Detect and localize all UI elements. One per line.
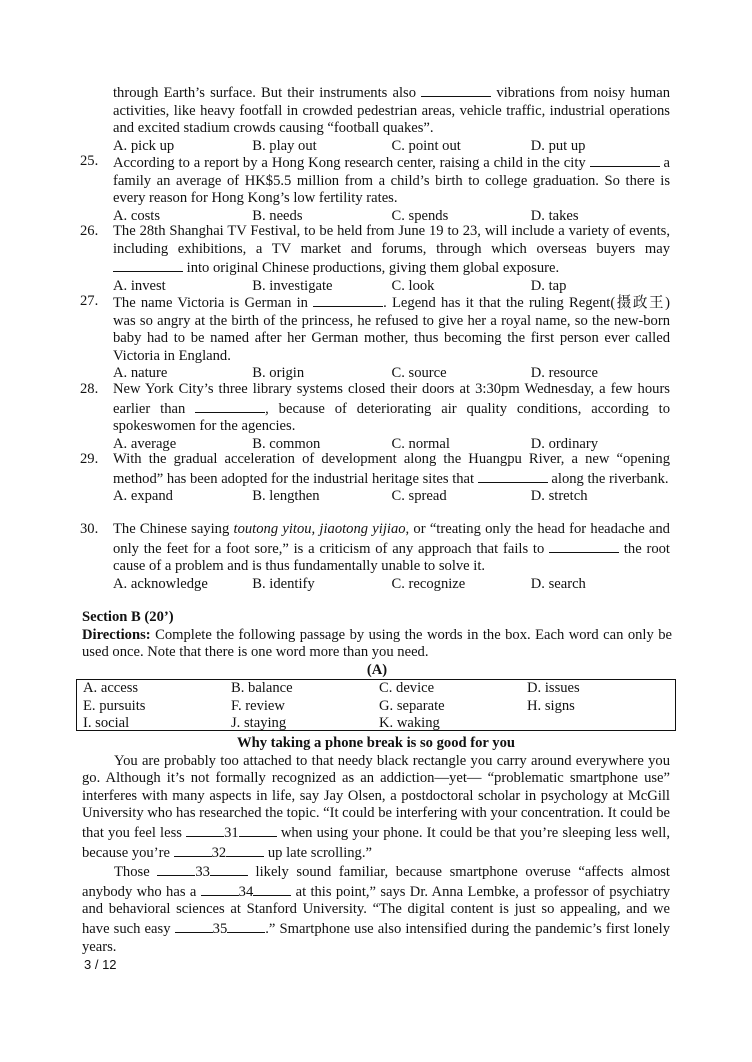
word-option: K. waking (379, 715, 440, 732)
question-27-text: The name Victoria is German in . Legend has it that the ruling Regent(摄政王) was so angry at the birth of the princess, he refused to give her a royal name, so the new-born baby had to be named after her German mother, thus becoming the first person ever called Victoria in England. (113, 295, 670, 364)
question-24-text: through Earth’s surface. But their instruments also vibrations from noisy human activities, like heavy footfall in crowded pedestrian areas, vehicle traffic, industrial operations and excited stadium crowds causing “football quakes”. (113, 85, 671, 137)
option-a: A. average (113, 435, 177, 452)
blank-31[interactable] (186, 823, 224, 837)
option-d: D. stretch (530, 488, 588, 505)
answer-blank[interactable] (195, 399, 265, 413)
answer-blank[interactable] (590, 153, 660, 167)
question-26 (80, 223, 670, 295)
option-a: A. acknowledge (113, 575, 208, 592)
question-29 (80, 451, 670, 506)
word-option: B. balance (231, 680, 293, 696)
option-a: A. pick up (113, 137, 175, 154)
question-number: 29. (80, 451, 99, 467)
option-b: B. needs (252, 207, 303, 224)
option-d: D. takes (530, 207, 579, 224)
question-30-options (113, 576, 670, 594)
word-option: J. staying (231, 715, 287, 732)
option-c: C. source (391, 365, 447, 382)
option-a: A. nature (113, 365, 168, 382)
question-number: 28. (80, 381, 99, 397)
word-box-row (77, 715, 675, 733)
option-c: C. spends (391, 207, 449, 224)
option-c: C. normal (391, 435, 450, 452)
option-d: D. ordinary (530, 435, 599, 452)
option-d: D. tap (530, 277, 567, 294)
word-option: G. separate (379, 697, 445, 714)
blank-33-tail (210, 862, 248, 876)
question-27 (80, 293, 670, 383)
option-b: B. identify (252, 575, 315, 592)
blank-34-tail (253, 882, 291, 896)
part-label: (A) (366, 661, 388, 678)
question-30-text: The Chinese saying toutong yitou, jiaotong yijiao, or “treating only the head for headache and only the feet for a foot sore,” is a criticism of any approach that fails to the root cause of a problem and is thus fundamentally unable to solve it. (113, 521, 670, 575)
question-number: 27. (80, 293, 99, 309)
passage-paragraph-1: You are probably too attached to that needy black rectangle you carry around everywhere you go. Although it’s not formally recognized as an addiction—yet— “problematic smartphone use” interferes with many aspects in life, say Jay Olsen, a postdoctoral scholar in psychology at McGill University who has researched the topic. “It could be interfering with your concentration. It could be that you feel less 31 when using your phone. It could be that you’re sleeping less well, because you’re 32 up late scrolling.” (82, 752, 671, 861)
word-option: I. social (83, 715, 130, 732)
blank-35[interactable] (175, 919, 213, 933)
option-b: B. lengthen (252, 488, 320, 505)
word-box (76, 679, 676, 731)
word-option (527, 715, 675, 733)
answer-blank[interactable] (421, 83, 491, 97)
option-b: B. common (252, 435, 321, 452)
passage (82, 735, 670, 956)
option-a: A. expand (113, 488, 173, 505)
answer-blank[interactable] (549, 539, 619, 553)
option-a: A. costs (113, 207, 161, 224)
option-d: D. resource (530, 365, 599, 382)
question-24 (80, 83, 670, 155)
option-d: D. search (530, 575, 586, 592)
question-29-text: With the gradual acceleration of development along the Huangpu River, a new “opening method” has been adopted for the industrial heritage sites that along the riverbank. (113, 451, 670, 487)
word-option: H. signs (527, 697, 575, 714)
question-29-options (113, 488, 670, 506)
question-25 (80, 153, 670, 225)
answer-blank[interactable] (313, 293, 383, 307)
question-30 (80, 521, 670, 593)
answer-blank[interactable] (478, 469, 548, 483)
answer-blank[interactable] (113, 258, 183, 272)
option-b: B. investigate (252, 277, 333, 294)
question-28 (80, 381, 670, 453)
blank-35-tail (227, 919, 265, 933)
question-26-text: The 28th Shanghai TV Festival, to be held from June 19 to 23, will include a variety of events, including exhibitions, a TV market and forums, through which overseas buyers may into original Chinese productions, giving them global exposure. (113, 223, 670, 277)
blank-32[interactable] (174, 843, 212, 857)
option-a: A. invest (113, 277, 166, 294)
passage-title: Why taking a phone break is so good for you (236, 735, 516, 751)
blank-34[interactable] (201, 882, 239, 896)
blank-33[interactable] (157, 862, 195, 876)
option-c: C. point out (391, 137, 461, 154)
section-b (82, 609, 672, 679)
directions: Directions: Complete the following passage by using the words in the box. Each word can only be used once. Note that there is one word more than you need. (82, 626, 672, 661)
section-title: Section B (20’) (82, 609, 174, 625)
option-c: C. recognize (391, 575, 466, 592)
question-25-text: According to a report by a Hong Kong research center, raising a child in the city a family an average of HK$5.5 million from a child’s birth to college graduation. So there is every reason for Hong Kong’s low fertility rates. (113, 155, 670, 207)
word-box-row (77, 698, 675, 716)
page-number: 3 / 12 (84, 957, 117, 972)
passage-paragraph-2: Those 33 likely sound familiar, because smartphone overuse “affects almost anybody who has a 34 at this point,” says Dr. Anna Lembke, a professor of psychiatry and behavioral sciences at Stanford University. “The digital content is just so appealing, and we have such easy 35 .” Smartphone use also intensified during the pandemic’s first lonely years. (82, 864, 671, 955)
option-b: B. origin (252, 365, 305, 382)
option-c: C. spread (391, 488, 447, 505)
word-option: E. pursuits (83, 697, 146, 714)
word-option: C. device (379, 680, 435, 696)
option-b: B. play out (252, 137, 317, 154)
question-number: 25. (80, 153, 99, 169)
blank-32-tail (226, 843, 264, 857)
option-d: D. put up (530, 137, 586, 154)
word-option: F. review (231, 697, 285, 714)
blank-31-tail (239, 823, 277, 837)
word-option: A. access (83, 680, 139, 696)
word-box-row (77, 680, 675, 698)
question-28-text: New York City’s three library systems closed their doors at 3:30pm Wednesday, a few hours earlier than , because of deteriorating air quality conditions, according to spokeswomen for the agencies. (113, 381, 670, 435)
option-c: C. look (391, 277, 435, 294)
question-number: 30. (80, 521, 99, 537)
question-number: 26. (80, 223, 99, 239)
word-option: D. issues (527, 680, 580, 696)
